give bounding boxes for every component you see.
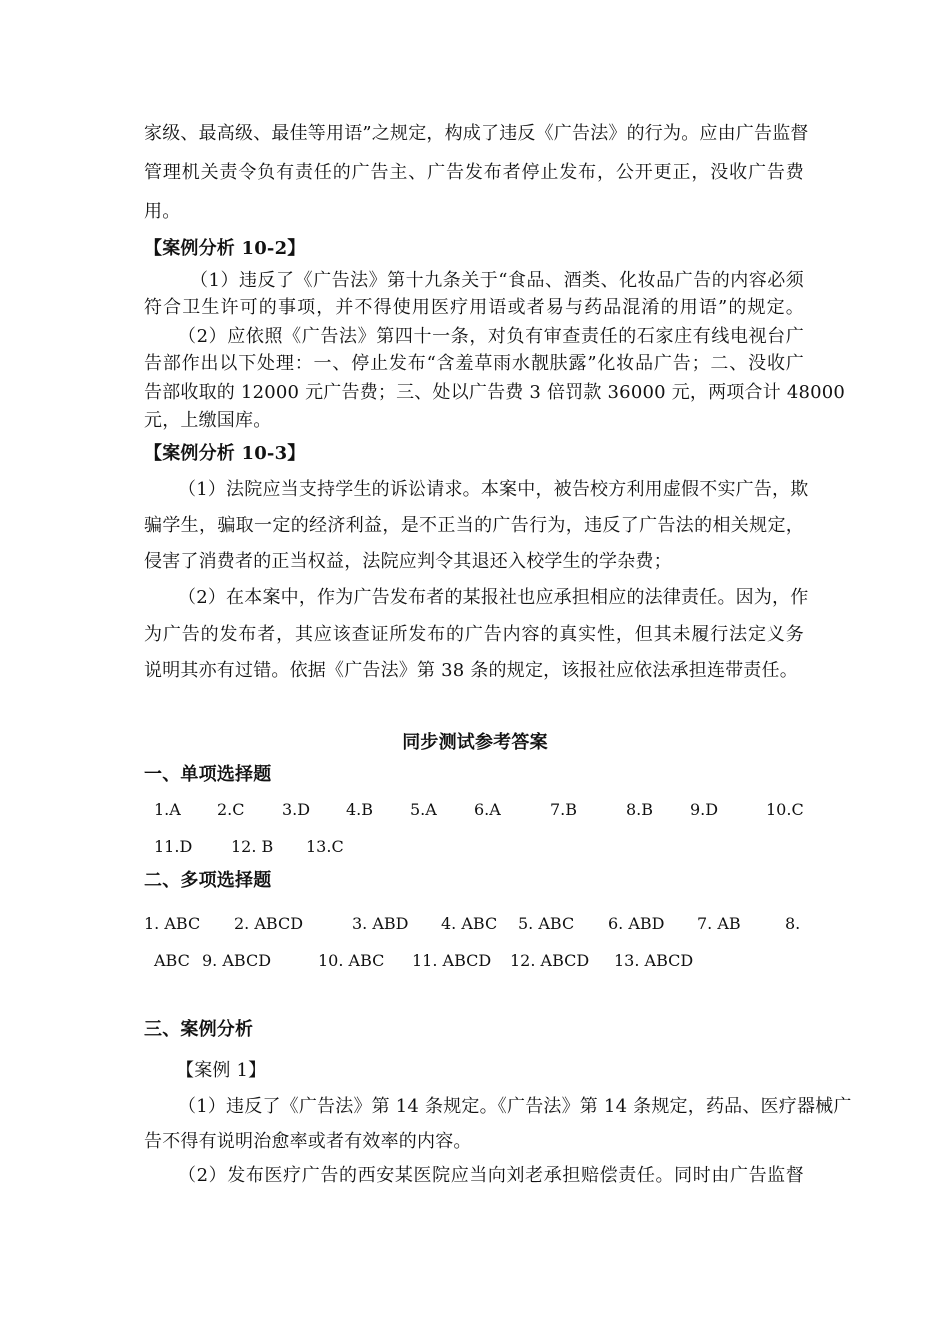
multi-answer: 11. ABCD (412, 951, 492, 970)
multi-answer: 7. AB (697, 914, 741, 933)
case-10-3-heading: 【案例分析 10-3】 (144, 443, 306, 464)
case-10-3-line: 说明其亦有过错。依据《广告法》第 38 条的规定，该报社应依法承担连带责任。 (144, 660, 798, 681)
multi-answer: 10. ABC (318, 951, 385, 970)
multi-answer: 2. ABCD (234, 914, 304, 933)
case-10-2-line: 符合卫生许可的事项，并不得使用医疗用语或者易与药品混淆的用语”的规定。 (144, 297, 804, 318)
single-answer: 3.D (282, 800, 311, 819)
case-10-2-heading: 【案例分析 10-2】 (144, 238, 306, 259)
single-answer: 2.C (217, 800, 245, 819)
case-10-2-line: 告部作出以下处理：一、停止发布“含羞草雨水靓肤露”化妆品广告；二、没收广 (144, 353, 804, 374)
single-answer: 4.B (346, 800, 374, 819)
multi-answer: 3. ABD (352, 914, 409, 933)
single-answer: 13.C (306, 837, 344, 856)
intro-line: 家级、最高级、最佳等用语”之规定，构成了违反《广告法》的行为。应由广告监督 (144, 123, 809, 144)
single-answer: 1.A (154, 800, 181, 819)
case-10-3-line: 骗学生，骗取一定的经济利益，是不正当的广告行为，违反了广告法的相关规定， (144, 515, 804, 536)
case-1-line: （2）发布医疗广告的西安某医院应当向刘老承担赔偿责任。同时由广告监督 (178, 1165, 804, 1186)
intro-line: 管理机关责令负有责任的广告主、广告发布者停止发布，公开更正，没收广告费 (144, 162, 804, 183)
multi-answer: 1. ABC (144, 914, 201, 933)
case-10-3-line: （2）在本案中，作为广告发布者的某报社也应承担相应的法律责任。因为，作 (178, 587, 809, 608)
case-10-3-line: （1）法院应当支持学生的诉讼请求。本案中，被告校方利用虚假不实广告，欺 (178, 479, 809, 500)
case-10-2-line: （2）应依照《广告法》第四十一条，对负有审查责任的石家庄有线电视台广 (178, 326, 804, 347)
case-10-2-line: 告部收取的 12000 元广告费；三、处以广告费 3 倍罚款 36000 元，两项合计 48000 (144, 382, 846, 403)
multi-choice-heading: 二、多项选择题 (144, 870, 272, 891)
answers-title: 同步测试参考答案 (402, 732, 548, 753)
multi-answer: 4. ABC (441, 914, 498, 933)
case-1-heading: 【案例 1】 (176, 1060, 267, 1081)
multi-answer: 6. ABD (608, 914, 665, 933)
single-answer: 7.B (550, 800, 578, 819)
multi-answer: 5. ABC (518, 914, 575, 933)
multi-answer: 12. ABCD (510, 951, 590, 970)
single-answer: 5.A (410, 800, 437, 819)
intro-line: 用。 (144, 201, 181, 222)
single-answer: 10.C (766, 800, 804, 819)
multi-answer: 13. ABCD (614, 951, 694, 970)
single-answer: 12. B (231, 837, 274, 856)
case-10-3-line: 侵害了消费者的正当权益，法院应判令其退还入校学生的学杂费； (144, 551, 672, 572)
single-choice-heading: 一、单项选择题 (144, 764, 272, 785)
case-10-3-line: 为广告的发布者，其应该查证所发布的广告内容的真实性，但其未履行法定义务 (144, 624, 804, 645)
multi-answer: 8. (785, 914, 801, 933)
case-1-line: 告不得有说明治愈率或者有效率的内容。 (144, 1131, 472, 1152)
single-answer: 8.B (626, 800, 654, 819)
case-analysis-heading: 三、案例分析 (144, 1019, 254, 1040)
case-10-2-line: （1）违反了《广告法》第十九条关于“食品、酒类、化妆品广告的内容必须 (190, 270, 804, 291)
case-10-2-line: 元，上缴国库。 (144, 410, 272, 431)
multi-answer: ABC (154, 951, 190, 970)
single-answer: 6.A (474, 800, 501, 819)
single-answer: 11.D (154, 837, 193, 856)
multi-answer: 9. ABCD (202, 951, 272, 970)
case-1-line: （1）违反了《广告法》第 14 条规定。《广告法》第 14 条规定，药品、医疗器械广 (178, 1096, 852, 1117)
single-answer: 9.D (690, 800, 719, 819)
